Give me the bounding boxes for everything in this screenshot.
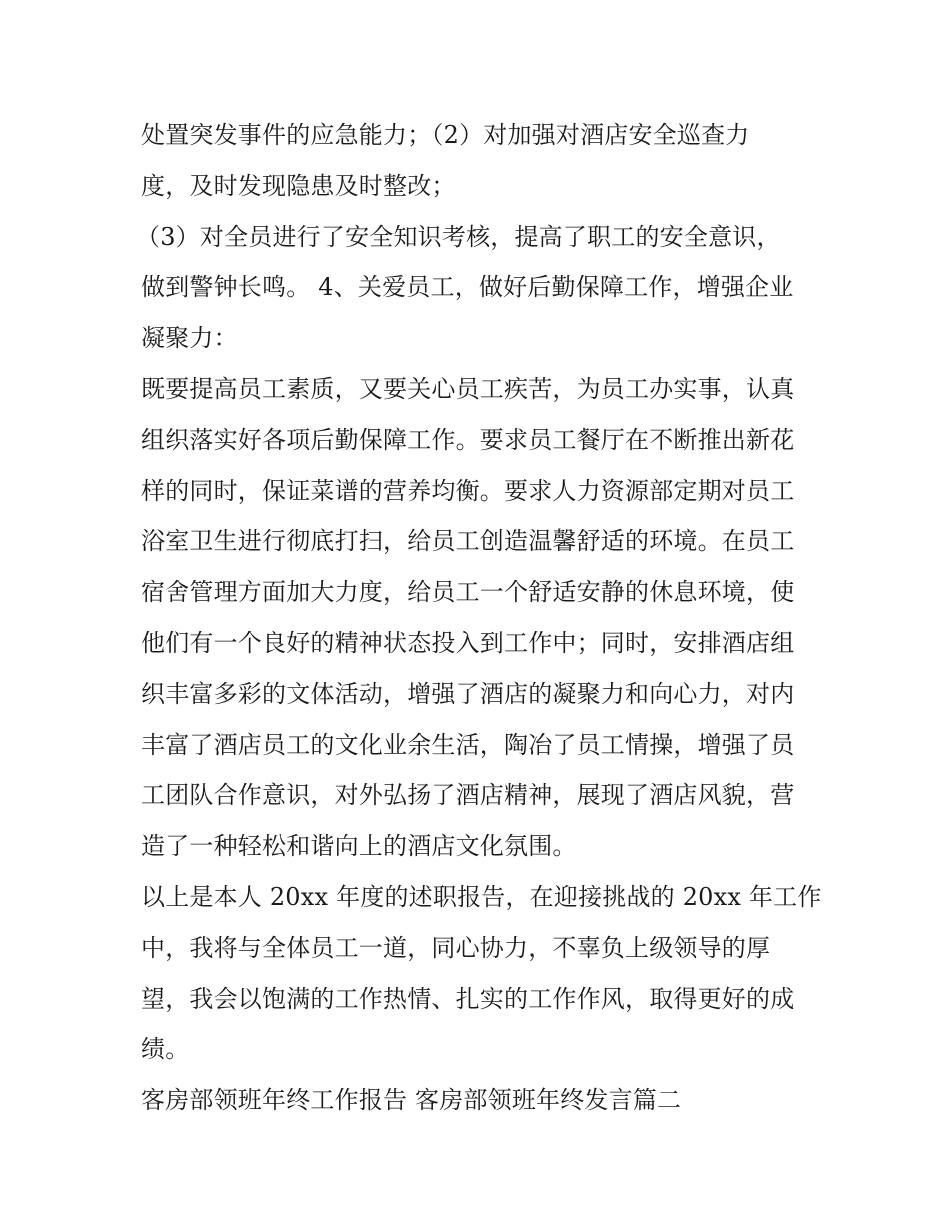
document-body <box>136 110 822 1126</box>
text-line: 度，及时发现隐患及时整改； <box>141 171 456 200</box>
text-line: 浴室卫生进行彻底打扫，给员工创造温馨舒适的环境。在员工 <box>141 527 795 556</box>
text-line: 他们有一个良好的精神状态投入到工作中；同时，安排酒店组 <box>141 628 795 657</box>
text-line: 以上是本人 20xx 年度的述职报告，在迎接挑战的 20xx 年工作 <box>141 882 822 911</box>
text-line: 绩。 <box>141 1035 190 1064</box>
text-line: 中，我将与全体员工一道，同心协力，不辜负上级领导的厚 <box>141 933 771 962</box>
text-line: 工团队合作意识，对外弘扬了酒店精神，展现了酒店风貌，营 <box>141 781 795 810</box>
text-line: 处置突发事件的应急能力；（2）对加强对酒店安全巡查力 <box>141 121 750 149</box>
text-line: 做到警钟长鸣。 4、关爱员工，做好后勤保障工作，增强企业 <box>141 273 794 302</box>
text-line: 造了一种轻松和谐向上的酒店文化氛围。 <box>141 832 577 861</box>
text-line: 样的同时，保证菜谱的营养均衡。要求人力资源部定期对员工 <box>141 476 795 505</box>
text-line: 丰富了酒店员工的文化业余生活，陶冶了员工情操，增强了员 <box>141 730 795 759</box>
text-line: 既要提高员工素质，又要关心员工疾苦，为员工办实事，认真 <box>141 374 795 403</box>
text-line: 望，我会以饱满的工作热情、扎实的工作作风，取得更好的成 <box>141 984 795 1013</box>
text-line: 宿舍管理方面加大力度，给员工一个舒适安静的休息环境，使 <box>141 578 795 607</box>
text-line: 组织落实好各项后勤保障工作。要求员工餐厅在不断推出新花 <box>141 425 795 454</box>
text-line: 凝聚力： <box>141 324 238 353</box>
text-line: （3）对全员进行了安全知识考核，提高了职工的安全意识， <box>136 222 781 251</box>
section-heading: 客房部领班年终工作报告 客房部领班年终发言篇二 <box>141 1086 682 1115</box>
text-line: 织丰富多彩的文体活动，增强了酒店的凝聚力和向心力，对内 <box>141 679 795 708</box>
